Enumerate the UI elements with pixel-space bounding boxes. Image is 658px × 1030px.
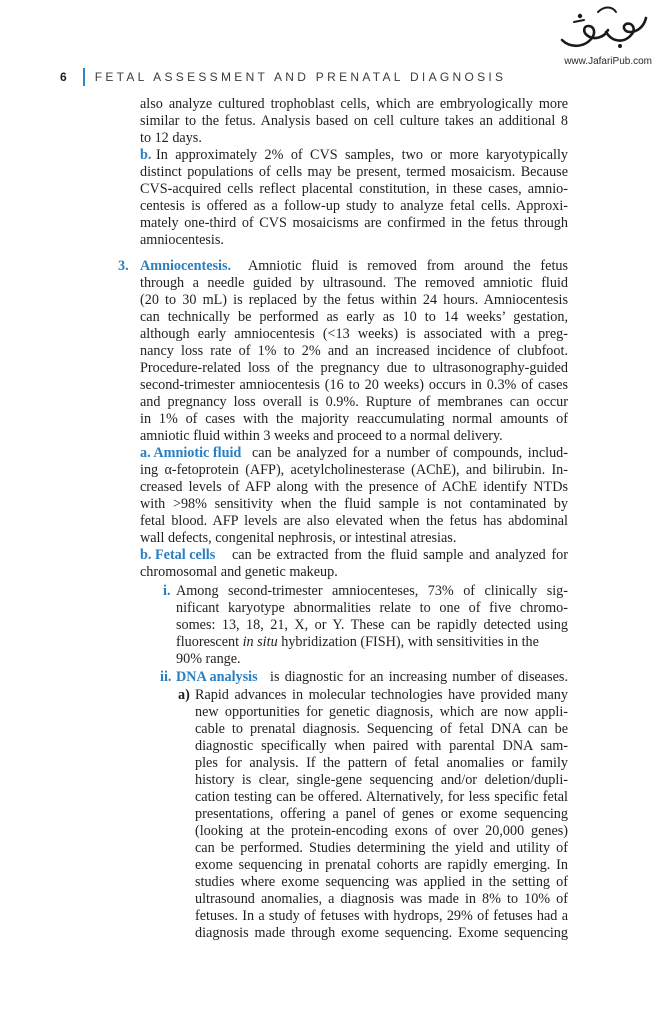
paragraph-line: chromosomal and genetic makeup. xyxy=(140,564,338,580)
paragraph-line: can be performed. Studies determining the yield and utility of xyxy=(195,840,568,856)
paragraph-line: also analyze cultured trophoblast cells, which are embryologically more xyxy=(140,96,568,112)
item-ii-text: is diagnostic for an increasing number of diseases. xyxy=(270,669,568,685)
item-ii-number: ii. xyxy=(160,669,172,685)
item-fetal-cells-text: can be extracted from the fluid sample and analyzed for xyxy=(232,547,568,563)
paragraph-line: in 1% of cases with the majority reaccumulating normal amounts of xyxy=(140,411,568,427)
paragraph-line: (looking at the protein-encoding exons of over 20,000 genes) xyxy=(195,823,568,839)
paragraph-line: although early amniocentesis (<13 weeks) is associated with a preg- xyxy=(140,326,568,342)
paragraph-line: and pregnancy loss overall is 0.9%. Rupture of membranes can occur xyxy=(140,394,568,410)
item-aa-line xyxy=(178,687,568,704)
paragraph-line: amniocentesis. xyxy=(140,232,224,248)
paragraph-line: (20 to 30 mL) is replaced by the fetus within 24 hours. Amniocentesis xyxy=(140,292,568,308)
page-number: 6 xyxy=(60,70,67,84)
publisher-url[interactable]: www.JafariPub.com xyxy=(564,56,652,67)
item-ii-term: DNA analysis xyxy=(176,669,258,685)
paragraph-line: nancy loss rate of 1% to 2% and an increased incidence of clubfoot. xyxy=(140,343,568,359)
calligraphy-logo-icon xyxy=(558,2,650,54)
paragraph-line: ing α-fetoprotein (AFP), acetylcholinesterase (AChE), and bilirubin. In- xyxy=(140,462,568,478)
item-fetal-cells-term: b. Fetal cells xyxy=(140,547,216,563)
paragraph-line: diagnostic specifically when paired with parental DNA sam- xyxy=(195,738,568,754)
item-aa-text: Rapid advances in molecular technologies have provided many xyxy=(195,687,568,703)
header-divider xyxy=(83,68,85,86)
paragraph-line: fetuses. In a study of fetuses with hydrops, 29% of fetuses had a xyxy=(195,908,568,924)
item-i-number: i. xyxy=(163,583,171,599)
paragraph-line: cable to prenatal diagnosis. Sequencing of fetal DNA can be xyxy=(195,721,568,737)
item-aa-label: a) xyxy=(178,687,190,703)
publisher-logo xyxy=(552,2,652,68)
paragraph-line: studies where exome sequencing was applied in the setting of xyxy=(195,874,568,890)
paragraph-line: can technically be performed as early as 10 to 14 weeks’ gestation, xyxy=(140,309,568,325)
item-3-number: 3. xyxy=(118,258,129,274)
item-a-line xyxy=(140,445,568,462)
paragraph-line: CVS-acquired cells reflect placental constitution, in these cases, amnio- xyxy=(140,181,568,197)
fish-line xyxy=(176,634,568,651)
paragraph-line: cation testing can be offered. Alternatively, for less specific fetal xyxy=(195,789,568,805)
paragraph-line: history is clear, single-gene sequencing and/or deletion/dupli- xyxy=(195,772,568,788)
item-i-text: Among second-trimester amniocenteses, 73% of clinically sig- xyxy=(176,583,568,599)
paragraph-line: ples for analysis. If the pattern of fetal anomalies or family xyxy=(195,755,568,771)
item-3-text: Amniotic fluid is removed from around the fetus xyxy=(248,258,568,274)
item-a-text: can be analyzed for a number of compounds, includ- xyxy=(252,445,568,461)
item-3-line xyxy=(118,258,568,275)
paragraph-line: centesis is offered as a follow-up study to analyze fetal cells. Approxi- xyxy=(140,198,568,214)
item-ii-line xyxy=(160,669,568,686)
paragraph-line: exome sequencing in prenatal cohorts are rapidly emerging. In xyxy=(195,857,568,873)
paragraph-line: creased levels of AFP along with the presence of AChE identify NTDs xyxy=(140,479,568,495)
paragraph-line: ultrasound anomalies, a diagnosis was made in 8% to 10% of xyxy=(195,891,568,907)
item-a-term: a. Amniotic fluid xyxy=(140,445,242,461)
paragraph-line: somes: 13, 18, 21, X, or Y. These can be rapidly detected using xyxy=(176,617,568,633)
paragraph-line: amniotic fluid within 3 weeks and proceed to a normal delivery. xyxy=(140,428,503,444)
fish-text-end: hybridization (FISH), with sensitivities in the xyxy=(277,634,539,650)
chapter-title: FETAL ASSESSMENT AND PRENATAL DIAGNOSIS xyxy=(94,70,507,84)
paragraph-line: wall defects, congenital nephrosis, or intestinal atresias. xyxy=(140,530,457,546)
item-b-text: In approximately 2% of CVS samples, two or more karyotypically xyxy=(156,147,568,163)
paragraph-line: second-trimester amniocentesis (16 to 20 weeks) occurs in 0.3% of cases xyxy=(140,377,568,393)
paragraph-line: similar to the fetus. Analysis based on cell culture takes an additional 8 xyxy=(140,113,568,129)
paragraph-line: to 12 days. xyxy=(140,130,202,146)
paragraph-line: presentations, offering a panel of genes or exome sequencing xyxy=(195,806,568,822)
item-b-label: b. xyxy=(140,147,152,163)
item-3-term: Amniocentesis. xyxy=(140,258,232,274)
paragraph-line: nificant karyotype abnormalities relate to one of five chromo- xyxy=(176,600,568,616)
paragraph-line: diagnosis made through exome sequencing. Exome sequencing xyxy=(195,925,568,941)
paragraph-line: 90% range. xyxy=(176,651,241,667)
paragraph-line: with >98% sensitivity when the fluid sample is not contaminated by xyxy=(140,496,568,512)
paragraph-line: mately one-third of CVS mosaicisms are confirmed in the fetus through xyxy=(140,215,568,231)
paragraph-line: fetal blood. AFP levels are also elevated when the fetus has abdominal xyxy=(140,513,568,529)
item-i-line xyxy=(163,583,568,600)
paragraph-line: distinct populations of cells may be present, termed mosaicism. Because xyxy=(140,164,568,180)
in-situ-italic: in situ xyxy=(242,634,278,650)
item-fetal-cells-line xyxy=(140,547,568,564)
item-b-line xyxy=(140,147,568,164)
running-head xyxy=(60,66,506,88)
paragraph-line: Procedure-related loss of the pregnancy due to ultrasonography-guided xyxy=(140,360,568,376)
paragraph-line: through a needle guided by ultrasound. The removed amniotic fluid xyxy=(140,275,568,291)
paragraph-line: new opportunities for genetic diagnosis, which are now appli- xyxy=(195,704,568,720)
fish-text-start: fluorescent xyxy=(176,634,243,650)
